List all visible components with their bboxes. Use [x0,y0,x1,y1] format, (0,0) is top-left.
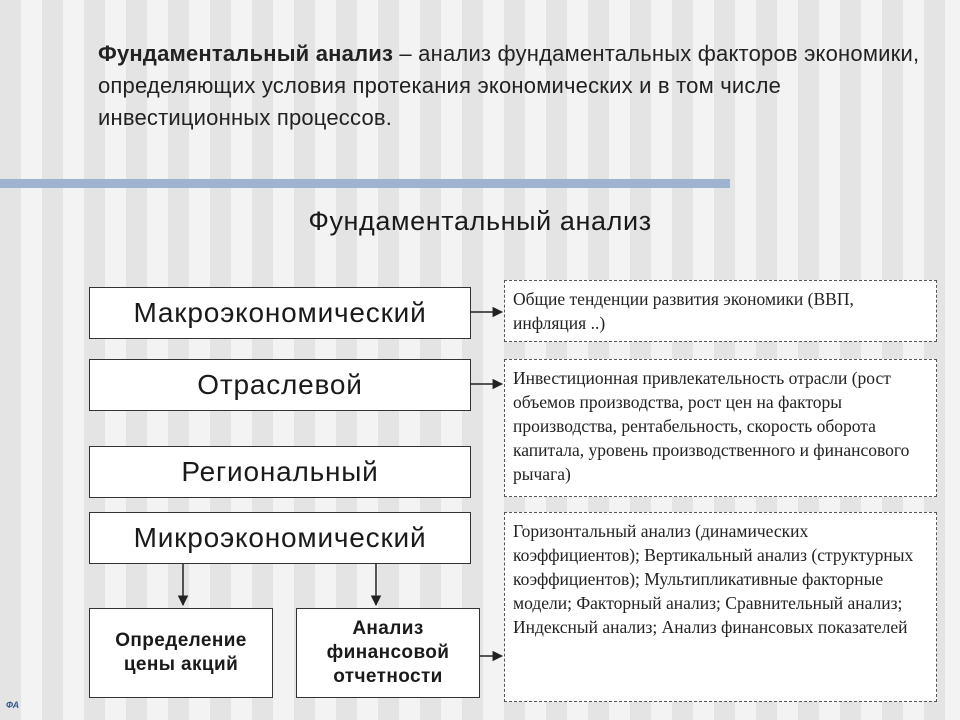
intro-term: Фундаментальный анализ [98,41,394,66]
intro-definition: – анализ фундаментальных факторов экономики, определяющих условия протекания экономических и в том числе инвестиционных процессов. [98,41,920,130]
level-industry-box: Отраслевой [89,359,471,411]
note-micro: Горизонтальный анализ (динамических коэффициентов); Вертикальный анализ (структурных коэффициентов); Мультипликативные факторные модели; Факторный анализ; Сравнительный анализ; Индексный анализ; Анализ финансовых показателей [504,512,937,702]
fa-logo: ФА [6,700,20,710]
level-macro-box: Макроэкономический [89,287,471,339]
note-industry: Инвестиционная привлекательность отрасли (рост объемов производства, рост цен на факторы производства, рентабельность, скорость оборота капитала, уровень производственного и финансового рычага) [504,359,937,497]
note-macro: Общие тенденции развития экономики (ВВП, инфляция ..) [504,280,937,342]
diagram-title: Фундаментальный анализ [308,206,652,236]
share-price-box: Определение цены акций [89,608,273,698]
level-micro-box: Микроэкономический [89,512,471,564]
financial-reports-box: Анализ финансовой отчетности [296,608,480,698]
level-regional-box: Региональный [89,446,471,498]
